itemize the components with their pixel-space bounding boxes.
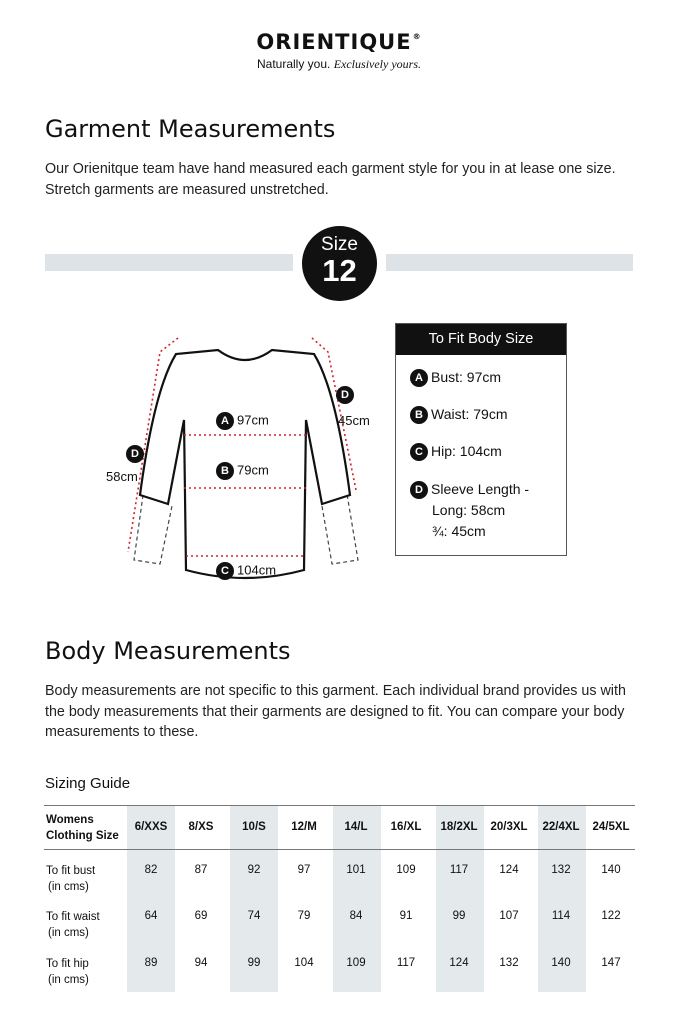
table-cell: 124 <box>449 957 469 969</box>
table-cell: 69 <box>194 910 208 922</box>
long-sleeve-badge-wrap <box>126 445 147 463</box>
bust-badge: A <box>216 412 234 430</box>
garment-title: Garment Measurements <box>45 115 336 143</box>
brand-name: ORIENTIQUE® <box>256 30 422 54</box>
size-column-header: 8/XS <box>188 821 214 833</box>
size-badge <box>302 226 377 301</box>
fit-body-size-box <box>395 323 567 556</box>
table-cell: 147 <box>601 957 621 969</box>
table-cell: 107 <box>499 910 519 922</box>
table-cell: 132 <box>499 957 519 969</box>
table-row-label: To fit hip (in cms) <box>46 958 89 986</box>
three-quarter-sleeve-badge: D <box>336 386 354 404</box>
size-column-header: 18/2XL <box>440 821 478 833</box>
table-cell: 97 <box>297 864 311 876</box>
garment-intro: Our Orienitque team have hand measured each garment style for you in at lease one size. Stretch garments are measured unstretched. <box>45 161 616 198</box>
table-cell: 104 <box>294 957 314 969</box>
waist-diagram-label: B 79cm <box>216 462 269 480</box>
size-word: Size <box>321 234 358 255</box>
size-column-header: 12/M <box>291 821 317 833</box>
fit-sleeve-three-quarter: ¾: 45cm <box>432 523 486 539</box>
table-cell: 64 <box>144 910 158 922</box>
table-header-rule <box>44 849 635 850</box>
long-sleeve-badge: D <box>126 445 144 463</box>
size-column-header: 22/4XL <box>542 821 580 833</box>
fit-hip: C Hip: 104cm <box>410 443 502 461</box>
fit-sleeve-badge: D <box>410 481 428 499</box>
table-cell: 92 <box>247 864 261 876</box>
table-cell: 89 <box>144 957 158 969</box>
size-band-left <box>45 254 293 271</box>
fit-waist-badge: B <box>410 406 428 424</box>
fit-sleeve: D Sleeve Length - <box>410 481 529 499</box>
table-cell: 117 <box>449 864 469 876</box>
table-cell: 117 <box>396 957 416 969</box>
table-cell: 132 <box>551 864 571 876</box>
table-cell: 122 <box>601 910 621 922</box>
hip-badge: C <box>216 562 234 580</box>
fit-bust: A Bust: 97cm <box>410 369 501 387</box>
size-column-header: 24/5XL <box>592 821 630 833</box>
size-column-header: 14/L <box>344 821 368 833</box>
table-cell: 99 <box>247 957 261 969</box>
table-cell: 87 <box>194 864 208 876</box>
brand-tagline: Naturally you. Exclusively yours. <box>256 57 422 71</box>
hip-diagram-label: C 104cm <box>216 562 276 580</box>
fit-waist: B Waist: 79cm <box>410 406 508 424</box>
table-cell: 109 <box>396 864 416 876</box>
fit-box-heading: To Fit Body Size <box>396 324 566 355</box>
fit-sleeve-long: Long: 58cm <box>432 502 506 518</box>
table-row-label: To fit bust (in cms) <box>46 865 96 893</box>
table-cell: 140 <box>551 957 571 969</box>
table-cell: 101 <box>346 864 366 876</box>
long-sleeve-label: 58cm <box>106 469 138 484</box>
size-column-header: 6/XXS <box>134 821 168 833</box>
table-cell: 114 <box>551 910 571 922</box>
table-cell: 109 <box>346 957 366 969</box>
size-column-header: 10/S <box>242 821 266 833</box>
waist-badge: B <box>216 462 234 480</box>
fit-hip-badge: C <box>410 443 428 461</box>
body-title: Body Measurements <box>45 637 291 665</box>
table-cell: 140 <box>601 864 621 876</box>
table-cell: 124 <box>499 864 519 876</box>
size-band-right <box>386 254 633 271</box>
sizing-guide-title: Sizing Guide <box>45 775 131 792</box>
table-row-label: To fit waist (in cms) <box>46 911 100 939</box>
body-intro: Body measurements are not specific to this garment. Each individual brand provides us with the body measurements that their garments are designed to fit. You can compare your body measurements to these. <box>45 683 626 740</box>
size-column-header: 20/3XL <box>490 821 528 833</box>
table-cell: 99 <box>452 910 466 922</box>
table-cell: 74 <box>247 910 261 922</box>
three-quarter-sleeve-label: 45cm <box>338 413 370 428</box>
table-cell: 79 <box>297 910 311 922</box>
bust-diagram-label: A 97cm <box>216 412 269 430</box>
fit-bust-badge: A <box>410 369 428 387</box>
table-cell: 82 <box>144 864 158 876</box>
table-corner-label: Womens Clothing Size <box>46 814 119 842</box>
table-top-rule <box>44 805 635 806</box>
size-number: 12 <box>322 253 357 288</box>
table-cell: 84 <box>349 910 363 922</box>
three-quarter-sleeve-badge-wrap <box>336 386 357 404</box>
table-cell: 94 <box>194 957 208 969</box>
brand-logo <box>0 30 678 72</box>
size-column-header: 16/XL <box>390 821 422 833</box>
table-cell: 91 <box>399 910 413 922</box>
